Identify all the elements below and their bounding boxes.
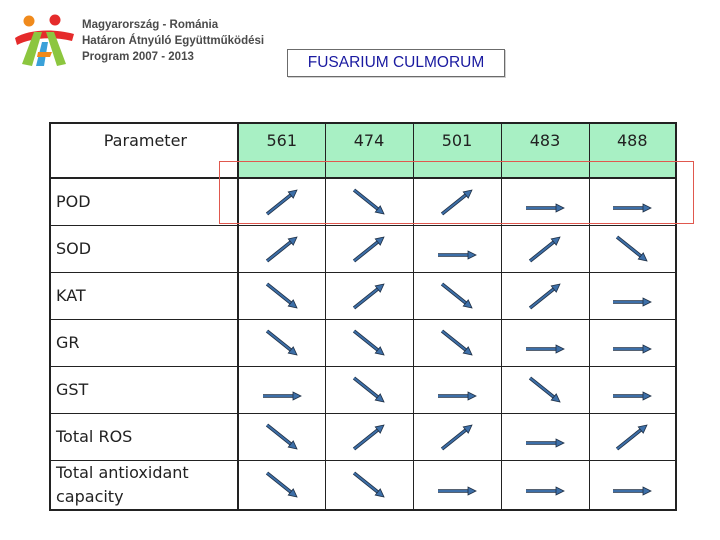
trend-cell xyxy=(238,461,325,511)
arrow-down-right-icon xyxy=(434,323,480,363)
trend-cell xyxy=(413,367,501,414)
trend-cell xyxy=(413,414,501,461)
trend-cell xyxy=(501,178,589,226)
arrow-up-right-icon xyxy=(346,417,392,457)
row-label: GST xyxy=(50,367,238,414)
arrow-up-right-icon xyxy=(346,229,392,269)
table-row xyxy=(50,367,676,414)
arrow-down-right-icon xyxy=(259,276,305,316)
arrow-right-icon xyxy=(609,276,655,316)
arrow-up-right-icon xyxy=(522,229,568,269)
arrow-down-right-icon xyxy=(346,465,392,505)
trend-cell xyxy=(413,273,501,320)
trend-cell xyxy=(413,461,501,511)
people-logo-icon xyxy=(12,12,78,70)
arrow-right-icon xyxy=(434,465,480,505)
column-header: 561 xyxy=(238,123,325,178)
arrow-right-icon xyxy=(434,229,480,269)
trend-cell xyxy=(325,320,413,367)
column-header: 483 xyxy=(501,123,589,178)
arrow-right-icon xyxy=(609,465,655,505)
row-label: Total antioxidant capacity xyxy=(50,461,238,511)
trend-cell xyxy=(589,226,676,273)
arrow-down-right-icon xyxy=(346,323,392,363)
trend-cell xyxy=(413,320,501,367)
arrow-right-icon xyxy=(609,182,655,222)
trend-cell xyxy=(325,367,413,414)
slide-title: FUSARIUM CULMORUM xyxy=(287,49,505,77)
table-row xyxy=(50,226,676,273)
arrow-down-right-icon xyxy=(609,229,655,269)
trend-cell xyxy=(413,178,501,226)
trend-cell xyxy=(325,414,413,461)
trend-cell xyxy=(589,367,676,414)
trend-cell xyxy=(238,320,325,367)
trend-cell xyxy=(501,320,589,367)
arrow-down-right-icon xyxy=(259,323,305,363)
logo-line: Program 2007 - 2013 xyxy=(82,51,194,63)
trend-cell xyxy=(501,461,589,511)
arrow-down-right-icon xyxy=(522,370,568,410)
trend-cell xyxy=(238,226,325,273)
trend-cell xyxy=(589,461,676,511)
trend-cell xyxy=(238,178,325,226)
row-label: Total ROS xyxy=(50,414,238,461)
trend-cell xyxy=(325,178,413,226)
table-row xyxy=(50,414,676,461)
table-row xyxy=(50,178,676,226)
trend-cell xyxy=(413,226,501,273)
logo-line: Határon Átnyúló Együttműködési xyxy=(82,35,265,47)
arrow-right-icon xyxy=(522,417,568,457)
trend-cell xyxy=(501,273,589,320)
trend-cell xyxy=(589,273,676,320)
table-row xyxy=(50,273,676,320)
trend-cell xyxy=(238,414,325,461)
trend-cell xyxy=(589,414,676,461)
trend-cell xyxy=(238,273,325,320)
column-header: 474 xyxy=(325,123,413,178)
trend-cell xyxy=(238,367,325,414)
arrow-down-right-icon xyxy=(346,370,392,410)
logo-line: Magyarország - Románia xyxy=(82,19,219,31)
arrow-up-right-icon xyxy=(522,276,568,316)
table-row xyxy=(50,320,676,367)
parameter-header: Parameter xyxy=(50,123,238,178)
trend-cell xyxy=(589,320,676,367)
arrow-right-icon xyxy=(259,370,305,410)
trend-cell xyxy=(501,226,589,273)
row-label: SOD xyxy=(50,226,238,273)
table-row xyxy=(50,461,676,511)
arrow-right-icon xyxy=(434,370,480,410)
arrow-down-right-icon xyxy=(434,276,480,316)
trend-cell xyxy=(325,226,413,273)
arrow-right-icon xyxy=(609,323,655,363)
trend-cell xyxy=(589,178,676,226)
arrow-up-right-icon xyxy=(259,182,305,222)
arrow-right-icon xyxy=(522,182,568,222)
arrow-up-right-icon xyxy=(434,417,480,457)
row-label: POD xyxy=(50,178,238,226)
logo-text xyxy=(82,17,264,65)
row-label: KAT xyxy=(50,273,238,320)
column-header: 488 xyxy=(589,123,676,178)
arrow-right-icon xyxy=(609,370,655,410)
header-row xyxy=(50,123,676,178)
row-label: GR xyxy=(50,320,238,367)
trend-cell xyxy=(325,461,413,511)
program-logo xyxy=(12,12,272,70)
arrow-up-right-icon xyxy=(609,417,655,457)
arrow-up-right-icon xyxy=(434,182,480,222)
trend-cell xyxy=(325,273,413,320)
arrow-up-right-icon xyxy=(346,276,392,316)
arrow-right-icon xyxy=(522,465,568,505)
column-header: 501 xyxy=(413,123,501,178)
results-table xyxy=(49,122,677,511)
arrow-down-right-icon xyxy=(346,182,392,222)
arrow-down-right-icon xyxy=(259,465,305,505)
arrow-up-right-icon xyxy=(259,229,305,269)
trend-cell xyxy=(501,414,589,461)
arrow-right-icon xyxy=(522,323,568,363)
trend-cell xyxy=(501,367,589,414)
arrow-down-right-icon xyxy=(259,417,305,457)
